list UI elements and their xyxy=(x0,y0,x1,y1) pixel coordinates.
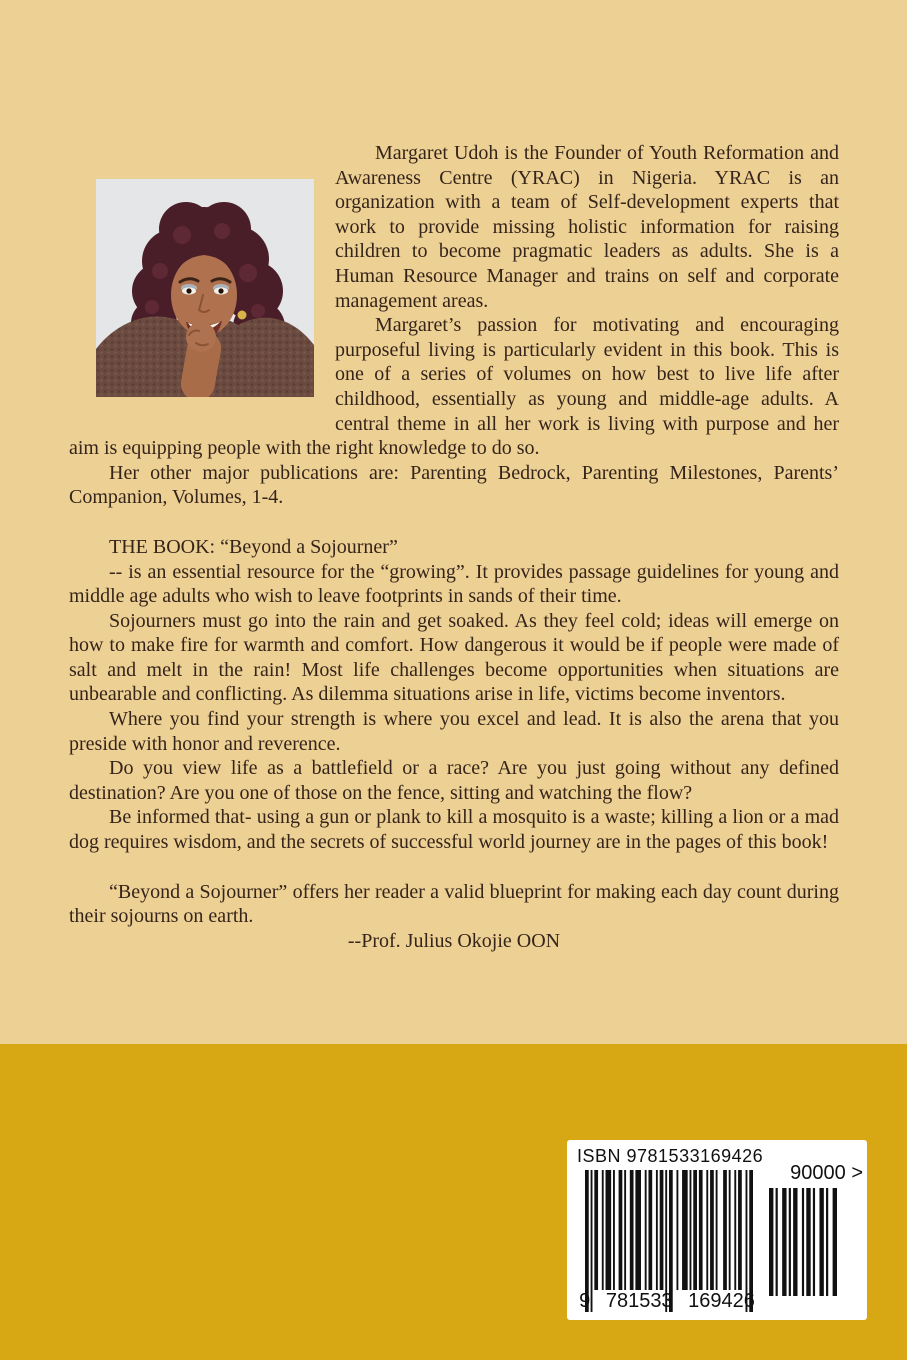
closing-blurb: “Beyond a Sojourner” offers her reader a valid blueprint for making each day count during their sojourns on earth. xyxy=(69,880,839,928)
back-cover-text xyxy=(69,141,839,953)
book-paragraph-5: Be informed that- using a gun or plank to kill a mosquito is a waste; killing a lion or a mad dog requires wisdom, and the secrets of successful world journey are in the pages of this book! xyxy=(69,806,839,854)
book-paragraph-4: Do you view life as a battlefield or a race? Are you just going without any defined destination? Are you one of those on the fence, sitting and watching the flow? xyxy=(69,757,839,804)
price-supplement-barcode xyxy=(769,1188,837,1296)
barcode-panel xyxy=(567,1140,867,1320)
book-section-heading: THE BOOK: “Beyond a Sojourner” xyxy=(109,535,398,558)
author-publications: Her other major publications are: Parenting Bedrock, Parenting Milestones, Parents’ Companion, Volumes, 1-4. xyxy=(69,461,839,509)
earring xyxy=(238,311,247,320)
author-portrait-illustration xyxy=(96,179,314,397)
book-paragraph-2: Sojourners must go into the rain and get soaked. As they feel cold; ideas will emerge on how to make fire for warmth and comfort. How dangerous it would be if people were made of salt and melt in the rain! Most life challenges become opportunities when situations are unbearable and conflicting. As dilemma situations arise in life, victims become inventors. xyxy=(69,609,839,706)
barcode-digits: 9 781533 169426 xyxy=(579,1290,755,1312)
author-bio-paragraph-2: Margaret’s passion for motivating and encouraging purposeful living is particularly evident in this book. This is one of a series of volumes on how best to live life after childhood, essentially as young and middle-age adults. A central theme in all her work is living with purpose and her aim is equipping people with the right knowledge to do so. xyxy=(69,314,839,460)
book-paragraph-3: Where you find your strength is where you excel and lead. It is also the arena that you preside with honor and reverence. xyxy=(69,708,839,755)
author-bio-paragraph-1: Margaret Udoh is the Founder of Youth Reformation and Awareness Centre (YRAC) in Nigeria. YRAC is an organization with a team of Self-development experts that work to provide missing holistic information for raising children to become pragmatic leaders as adults. She is a Human Resource Manager and trains on self and corporate management areas. xyxy=(335,142,839,312)
price-code: 90000 > xyxy=(790,1162,863,1184)
isbn-number: ISBN 9781533169426 xyxy=(577,1146,764,1166)
blurb-attribution: --Prof. Julius Okojie OON xyxy=(347,929,561,952)
book-paragraph-1: -- is an essential resource for the “growing”. It provides passage guidelines for young and middle age adults who wish to leave footprints in sands of their time. xyxy=(69,560,839,608)
author-photo xyxy=(96,179,314,397)
